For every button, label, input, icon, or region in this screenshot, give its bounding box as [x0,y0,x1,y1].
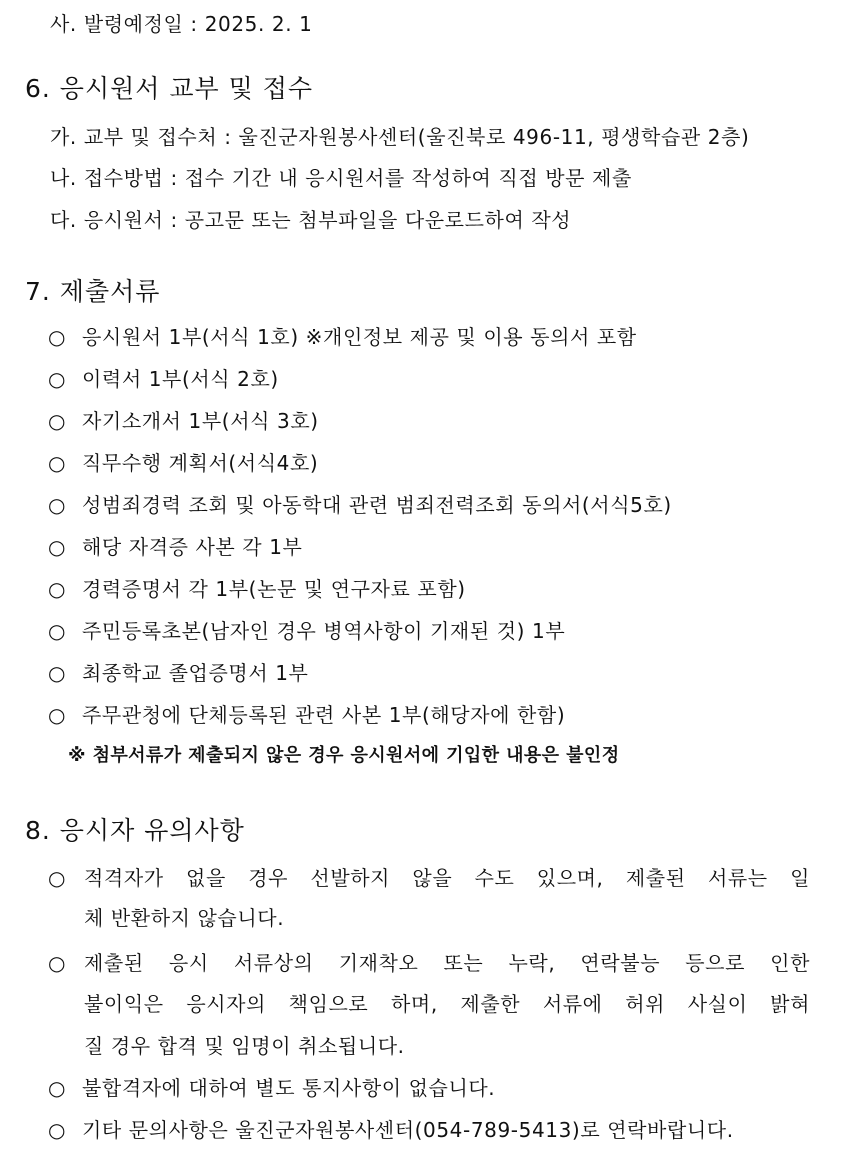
notice-item-1-line-1: 적격자가 없을 경우 선발하지 않을 수도 있으며, 제출된 서류는 일 [84,866,810,890]
doc-item [48,323,637,351]
doc-item [48,617,565,645]
doc-item-text: 주무관청에 단체등록된 관련 사본 1부(해당자에 한함) [82,703,566,727]
notice-item-bullet [48,949,82,977]
circle-bullet-icon: ○ [48,409,67,433]
section-6-item-ga: 가. 교부 및 접수처 : 울진군자원봉사센터(울진북로 496-11, 평생학습관 2층) [50,125,750,149]
doc-item-text: 자기소개서 1부(서식 3호) [82,409,319,433]
circle-bullet-icon: ○ [48,577,67,601]
doc-item [48,701,565,729]
section-7-heading: 7. 제출서류 [25,277,161,306]
doc-item-text: 최종학교 졸업증명서 1부 [82,661,309,685]
doc-item [48,659,308,687]
doc-item [48,533,302,561]
circle-bullet-icon: ○ [48,367,67,391]
attachment-note: ※ 첨부서류가 제출되지 않은 경우 응시원서에 기입한 내용은 불인정 [68,745,620,766]
section-6-heading: 6. 응시원서 교부 및 접수 [25,74,313,103]
doc-item [48,365,279,393]
notice-item-2-line-2: 불이익은 응시자의 책임으로 하며, 제출한 서류에 허위 사실이 밝혀 [84,992,810,1016]
circle-bullet-icon: ○ [48,866,67,890]
doc-item [48,575,466,603]
notice-item-1-line-2: 체 반환하지 않습니다. [84,906,285,930]
circle-bullet-icon: ○ [48,451,67,475]
doc-item [48,449,318,477]
notice-item-3-text: 불합격자에 대하여 별도 통지사항이 없습니다. [82,1076,496,1100]
circle-bullet-icon: ○ [48,325,67,349]
circle-bullet-icon: ○ [48,619,67,643]
notice-item-bullet [48,864,82,892]
section-6-item-da: 다. 응시원서 : 공고문 또는 첨부파일을 다운로드하여 작성 [50,208,572,232]
doc-item-text: 해당 자격증 사본 각 1부 [82,535,303,559]
notice-item-2-line-1: 제출된 응시 서류상의 기재착오 또는 누락, 연락불능 등으로 인한 [84,951,810,975]
doc-item [48,407,319,435]
doc-item-text: 주민등록초본(남자인 경우 병역사항이 기재된 것) 1부 [82,619,566,643]
issue-date-line: 사. 발령예정일 : 2025. 2. 1 [50,12,313,36]
doc-item-text: 직무수행 계획서(서식4호) [82,451,319,475]
doc-item-text: 이력서 1부(서식 2호) [82,367,279,391]
circle-bullet-icon: ○ [48,703,67,727]
section-8-heading: 8. 응시자 유의사항 [25,816,245,845]
doc-item-text: 응시원서 1부(서식 1호) ※개인정보 제공 및 이용 동의서 포함 [82,325,637,349]
circle-bullet-icon: ○ [48,951,67,975]
circle-bullet-icon: ○ [48,661,67,685]
notice-item-2-line-3: 질 경우 합격 및 임명이 취소됩니다. [84,1034,405,1058]
circle-bullet-icon: ○ [48,1118,67,1142]
notice-item [48,1116,734,1144]
doc-item [48,491,672,519]
circle-bullet-icon: ○ [48,493,67,517]
circle-bullet-icon: ○ [48,1076,67,1100]
doc-item-text: 경력증명서 각 1부(논문 및 연구자료 포함) [82,577,466,601]
circle-bullet-icon: ○ [48,535,67,559]
doc-item-text: 성범죄경력 조회 및 아동학대 관련 범죄전력조회 동의서(서식5호) [82,493,672,517]
notice-item-4-text: 기타 문의사항은 울진군자원봉사센터(054-789-5413)로 연락바랍니다. [82,1118,734,1142]
notice-item [48,1074,495,1102]
section-6-item-na: 나. 접수방법 : 접수 기간 내 응시원서를 작성하여 직접 방문 제출 [50,166,632,190]
